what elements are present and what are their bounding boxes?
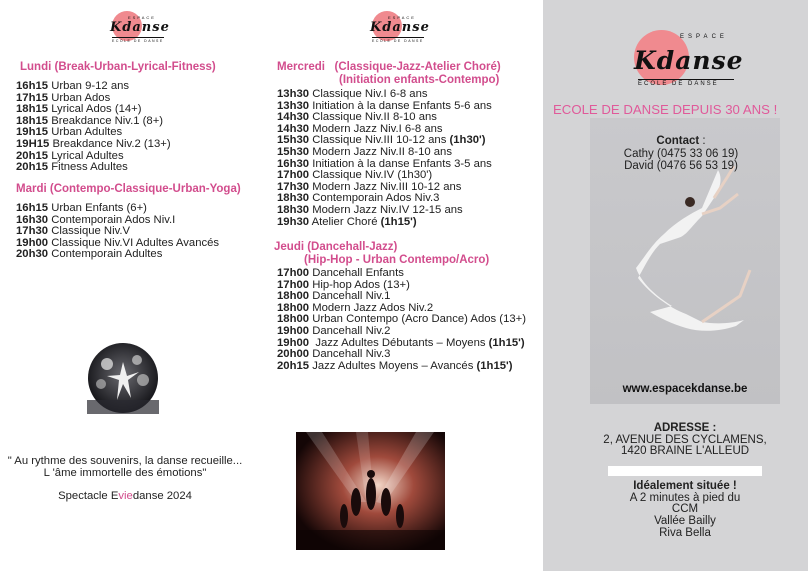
class-row: 13h30 Initiation à la danse Enfants 5-6 ans [277, 99, 492, 112]
tagline: ECOLE DE DANSE DEPUIS 30 ANS ! [553, 102, 778, 117]
day-heading-thursday: Jeudi (Dancehall-Jazz) [274, 241, 398, 253]
class-row: 16h30 Contemporain Ados Niv.I [16, 213, 176, 226]
class-row: 20h30 Contemporain Adultes [16, 248, 163, 261]
class-row: 17h00 Dancehall Enfants [277, 267, 404, 279]
class-row: 13h30 Classique Niv.I 6-8 ans [277, 88, 428, 100]
contact-block: Contact : Cathy (0475 33 06 19) David (0476 56 53 19) [591, 135, 771, 173]
day-heading-wednesday: Mercredi (Classique-Jazz-Atelier Choré) [277, 61, 501, 73]
address-heading: ADRESSE : [653, 422, 717, 434]
class-row: 20h15 Lyrical Adultes [16, 149, 124, 162]
class-row: 18h00 Urban Contempo (Acro Dance) Ados (13+) [277, 313, 526, 326]
logo-wordmark: Kdanse [110, 20, 170, 35]
class-row: 20h15 Fitness Adultes [16, 161, 128, 174]
schedule-thursday [274, 241, 526, 372]
website-link[interactable]: www.espacekdanse.be [622, 383, 748, 395]
contact-line: Cathy (0475 33 06 19) [623, 147, 739, 160]
class-row: 19H15 Breakdance Niv.2 (13+) [16, 137, 171, 150]
brand-logo-left [106, 9, 170, 51]
logo-top-text: ESPACE [388, 15, 416, 20]
logo-bottom-text: ECOLE DE DANSE [112, 39, 164, 43]
class-row: 20h15 Jazz Adultes Moyens – Avancés (1h15') [277, 359, 513, 372]
class-row: 18h15 Breakdance Niv.1 (8+) [16, 114, 164, 127]
class-row: 20h00 Dancehall Niv.3 [277, 348, 391, 361]
location-line: CCM [671, 503, 699, 516]
logo-bottom-text: ECOLE DE DANSE [638, 79, 734, 87]
quote-text [0, 455, 250, 479]
class-row: 18h30 Modern Jazz Niv.IV 12-15 ans [277, 203, 463, 216]
address-line: 2, AVENUE DES CYCLAMENS, [603, 433, 767, 446]
day-heading-monday: Lundi (Break-Urban-Lyrical-Fitness) [20, 61, 216, 73]
class-row: 16h15 Urban Enfants (6+) [16, 202, 147, 214]
class-row: 18h15 Lyrical Ados (14+) [16, 103, 142, 116]
logo-wordmark: Kdanse [634, 46, 744, 75]
logo-top-text: ESPACE [680, 34, 728, 40]
quote-line-1: " Au rythme des souvenirs, la danse recueille... [7, 455, 243, 467]
class-row: 17h30 Classique Niv.V [16, 225, 131, 238]
day-heading-tuesday: Mardi (Contempo-Classique-Urban-Yoga) [16, 183, 241, 195]
class-row: 16h30 Initiation à la danse Enfants 3-5 ans [277, 157, 492, 170]
class-row: 18h00 Modern Jazz Ados Niv.2 [277, 301, 434, 314]
class-row: 19h00 Dancehall Niv.2 [277, 324, 391, 337]
brand-logo-large [630, 26, 744, 96]
class-row: 16h15 Urban 9-12 ans [16, 80, 130, 92]
quote-line-2: L 'âme immortelle des émotions" [43, 467, 207, 479]
class-row: 14h30 Classique Niv.II 8-10 ans [277, 111, 437, 124]
class-row: 18h30 Contemporain Ados Niv.3 [277, 192, 440, 205]
schedule-tuesday [16, 183, 241, 261]
schedule-wednesday [277, 61, 501, 228]
class-row: 15h30 Classique Niv.III 10-12 ans (1h30') [277, 134, 486, 147]
stage-performance-image [296, 432, 445, 550]
class-row: 19h30 Atelier Choré (1h15') [277, 215, 417, 228]
class-row: 17h15 Urban Ados [16, 91, 111, 104]
address-block [590, 423, 780, 458]
class-row: 17h00 Hip-hop Ados (13+) [277, 278, 410, 291]
class-row: 15h30 Modern Jazz Niv.II 8-10 ans [277, 145, 452, 158]
contact-heading: Contact [656, 135, 700, 147]
show-title: Spectacle Eviedanse 2024 [58, 490, 192, 502]
dancer-circle-image [87, 342, 159, 414]
location-heading: Idéalement située ! [633, 480, 737, 492]
class-row: 17h00 Classique Niv.IV (1h30') [277, 169, 433, 182]
day-subheading-wednesday: (Initiation enfants-Contempo) [339, 74, 500, 86]
logo-bottom-text: ECOLE DE DANSE [372, 39, 424, 43]
location-line: A 2 minutes à pied du [629, 491, 741, 504]
logo-wordmark: Kdanse [370, 20, 430, 35]
location-block [590, 481, 780, 540]
white-divider [608, 466, 762, 476]
location-line: Vallée Bailly [654, 515, 716, 528]
class-row: 19h00 Jazz Adultes Débutants – Moyens (1h15') [277, 336, 525, 349]
day-subheading-thursday: (Hip-Hop - Urban Contempo/Acro) [304, 254, 490, 266]
class-row: 19h00 Classique Niv.VI Adultes Avancés [16, 236, 220, 249]
class-row: 19h15 Urban Adultes [16, 126, 123, 139]
location-line: Riva Bella [659, 526, 711, 539]
contact-line: David (0476 56 53 19) [624, 160, 738, 172]
class-row: 17h30 Modern Jazz Niv.III 10-12 ans [277, 180, 462, 193]
schedule-monday [16, 61, 216, 174]
class-row: 18h00 Dancehall Niv.1 [277, 290, 391, 303]
address-line: 1420 BRAINE L'ALLEUD [620, 445, 750, 457]
brand-logo-middle [366, 9, 430, 51]
logo-top-text: ESPACE [128, 15, 156, 20]
class-row: 14h30 Modern Jazz Niv.I 6-8 ans [277, 122, 443, 135]
